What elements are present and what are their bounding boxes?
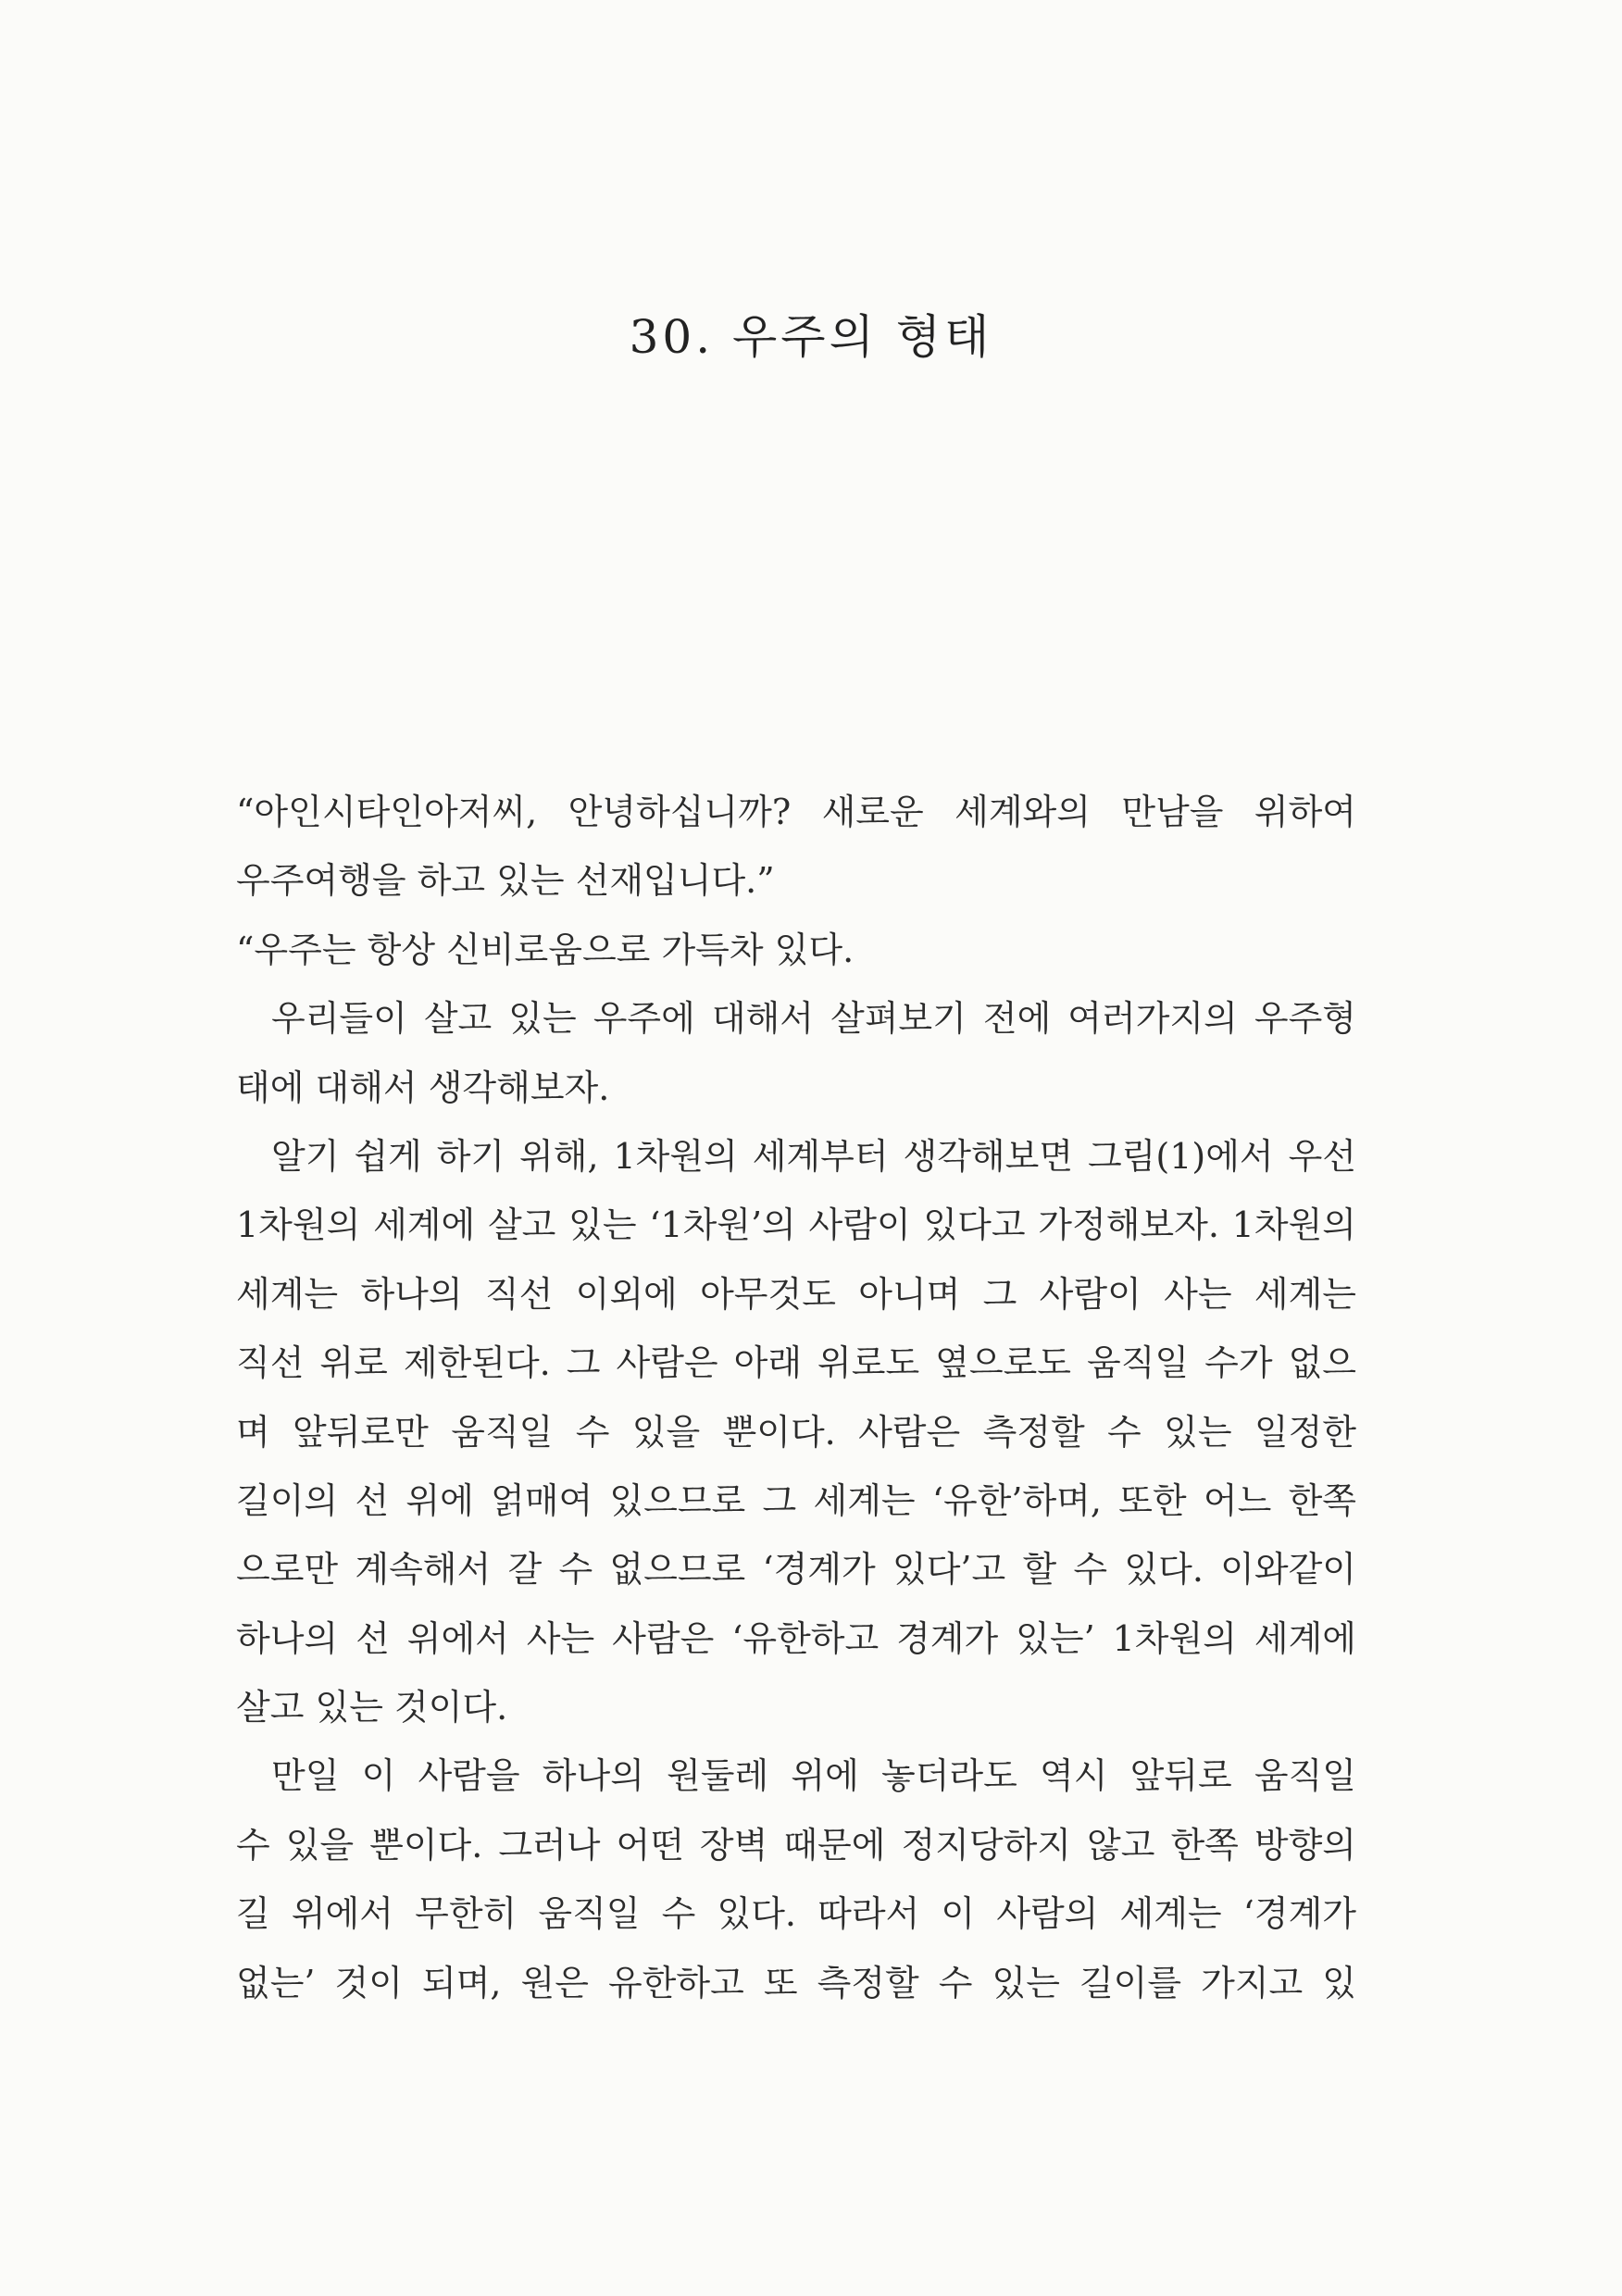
text-line: 길 위에서 무한히 움직일 수 있다. 따라서 이 사람의 세계는 ‘경계가: [236, 1893, 1356, 1935]
text-line: “아인시타인아저씨, 안녕하십니까? 새로운 세계와의 만남을 위하여: [236, 792, 1356, 832]
chapter-title: 30. 우주의 형태: [629, 310, 993, 364]
text-line: 우리들이 살고 있는 우주에 대해서 살펴보기 전에 여러가지의 우주형: [271, 998, 1356, 1040]
text-line: 없는’ 것이 되며, 원은 유한하고 또 측정할 수 있는 길이를 가지고 있: [236, 1962, 1356, 2003]
text-line: 세계는 하나의 직선 이외에 아무것도 아니며 그 사람이 사는 세계는: [236, 1273, 1356, 1315]
text-line: 살고 있는 것이다.: [236, 1687, 508, 1728]
text-line: 만일 이 사람을 하나의 원둘레 위에 놓더라도 역시 앞뒤로 움직일: [271, 1755, 1356, 1797]
text-line: 직선 위로 제한된다. 그 사람은 아래 위로도 옆으로도 움직일 수가 없으: [236, 1342, 1356, 1384]
text-line: 길이의 선 위에 얽매여 있으므로 그 세계는 ‘유한’하며, 또한 어느 한쪽: [236, 1479, 1356, 1521]
text-line: 알기 쉽게 하기 위해, 1차원의 세계부터 생각해보면 그림(1)에서 우선: [271, 1135, 1356, 1177]
body-text: [236, 778, 1356, 2017]
text-line: “우주는 항상 신비로움으로 가득차 있다.: [236, 929, 855, 970]
text-line: 우주여행을 하고 있는 선재입니다.”: [236, 860, 775, 902]
text-line: 1차원의 세계에 살고 있는 ‘1차원’의 사람이 있다고 가정해보자. 1차원의: [236, 1204, 1356, 1246]
text-line: 며 앞뒤로만 움직일 수 있을 뿐이다. 사람은 측정할 수 있는 일정한: [236, 1411, 1356, 1453]
text-line: 태에 대해서 생각해보자.: [236, 1067, 610, 1108]
text-line: 하나의 선 위에서 사는 사람은 ‘유한하고 경계가 있는’ 1차원의 세계에: [236, 1617, 1356, 1659]
text-line: 수 있을 뿐이다. 그러나 어떤 장벽 때문에 정지당하지 않고 한쪽 방향의: [236, 1824, 1356, 1866]
text-line: 으로만 계속해서 갈 수 없으므로 ‘경계가 있다’고 할 수 있다. 이와같이: [236, 1549, 1356, 1591]
